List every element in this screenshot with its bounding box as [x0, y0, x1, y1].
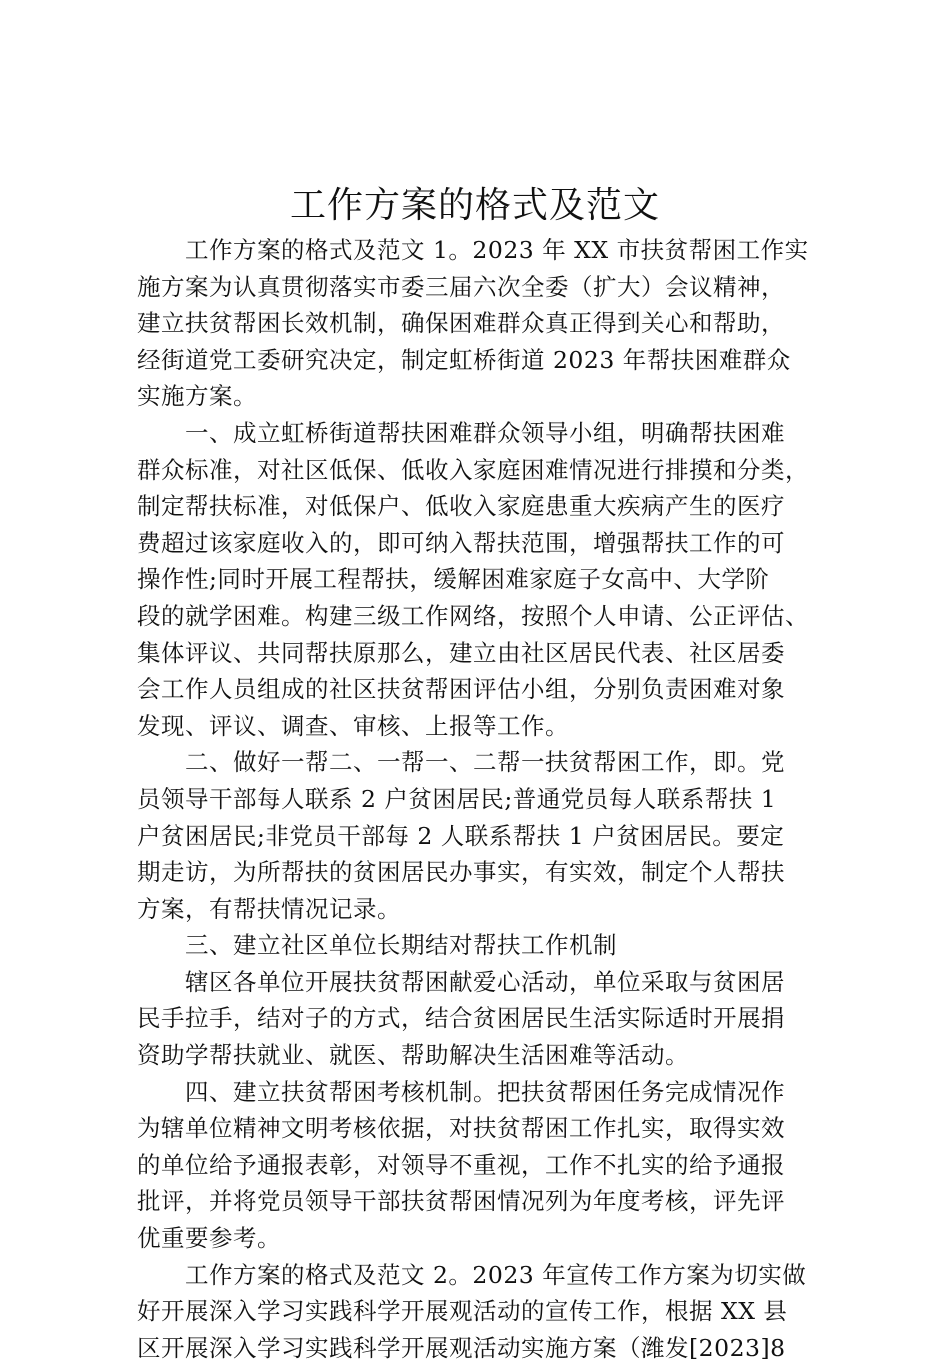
text-line: 群众标准，对社区低保、低收入家庭困难情况进行排摸和分类，: [137, 455, 809, 484]
text-line: 好开展深入学习实践科学开展观活动的宣传工作，根据 XX 县: [137, 1297, 788, 1326]
text-line: 员领导干部每人联系 2 户贫困居民;普通党员每人联系帮扶 1: [137, 784, 777, 813]
text-line: 批评，并将党员领导干部扶贫帮困情况列为年度考核，评先评: [137, 1187, 785, 1216]
text-line: 期走访，为所帮扶的贫困居民办事实，有实效，制定个人帮扶: [137, 858, 785, 887]
text-line: 操作性;同时开展工程帮扶，缓解困难家庭子女高中、大学阶: [137, 565, 770, 594]
text-line: 费超过该家庭收入的，即可纳入帮扶范围，增强帮扶工作的可: [137, 528, 785, 557]
text-line: 施方案为认真贯彻落实市委三届六次全委（扩大）会议精神，: [137, 272, 785, 301]
text-line: 辖区各单位开展扶贫帮困献爱心活动，单位采取与贫困居: [185, 967, 785, 996]
text-line: 经街道党工委研究决定，制定虹桥街道 2023 年帮扶困难群众: [137, 345, 791, 374]
text-line: 户贫困居民;非党员干部每 2 人联系帮扶 1 户贫困居民。要定: [137, 821, 785, 850]
text-line: 工作方案的格式及范文 1。2023 年 XX 市扶贫帮困工作实: [185, 236, 809, 264]
text-line: 实施方案。: [137, 382, 257, 411]
document-title: 工作方案的格式及范文: [289, 185, 660, 226]
text-line: 制定帮扶标准，对低保户、低收入家庭患重大疾病产生的医疗: [137, 492, 785, 521]
text-line: 三、建立社区单位长期结对帮扶工作机制: [185, 931, 617, 960]
text-line: 发现、评议、调查、审核、上报等工作。: [137, 711, 569, 740]
text-line: 会工作人员组成的社区扶贫帮困评估小组，分别负责困难对象: [137, 675, 785, 704]
text-line: 为辖单位精神文明考核依据，对扶贫帮困工作扎实，取得实效: [137, 1114, 785, 1143]
text-line: 民手拉手，结对子的方式，结合贫困居民生活实际适时开展捐: [137, 1004, 785, 1033]
text-line: 资助学帮扶就业、就医、帮助解决生活困难等活动。: [137, 1041, 689, 1070]
text-line: 二、做好一帮二、一帮一、二帮一扶贫帮困工作，即。党: [185, 748, 785, 777]
text-line: 优重要参考。: [137, 1224, 281, 1253]
text-line: 集体评议、共同帮扶原那么，建立由社区居民代表、社区居委: [137, 638, 785, 667]
text-line: 的单位给予通报表彰，对领导不重视，工作不扎实的给予通报: [137, 1150, 785, 1179]
text-line: 建立扶贫帮困长效机制，确保困难群众真正得到关心和帮助，: [137, 309, 785, 338]
text-line: 一、成立虹桥街道帮扶困难群众领导小组，明确帮扶困难: [185, 418, 785, 447]
text-line: 段的就学困难。构建三级工作网络，按照个人申请、公正评估、: [137, 601, 809, 630]
text-line: 方案，有帮扶情况记录。: [137, 894, 401, 923]
text-line: 四、建立扶贫帮困考核机制。把扶贫帮困任务完成情况作: [185, 1077, 785, 1106]
text-line: 区开展深入学习实践科学开展观活动实施方案（潍发[2023]8: [137, 1333, 786, 1362]
text-line: 工作方案的格式及范文 2。2023 年宣传工作方案为切实做: [185, 1260, 807, 1289]
document-body: [137, 232, 837, 1366]
